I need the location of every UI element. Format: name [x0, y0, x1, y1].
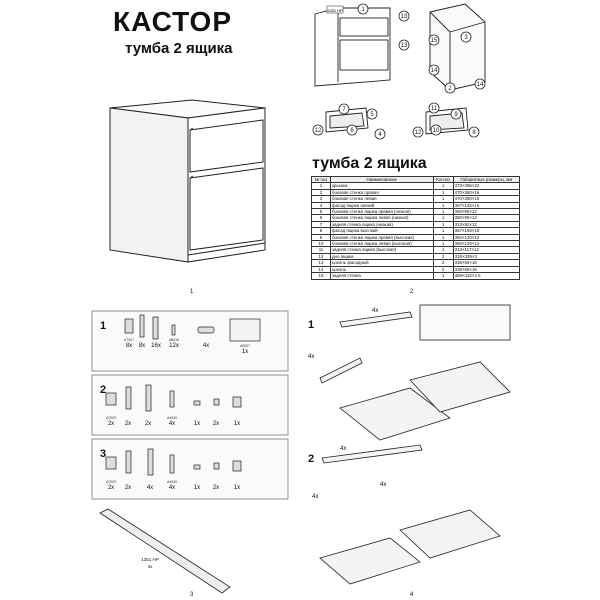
- svg-text:4x: 4x: [308, 354, 315, 360]
- table-cell: 359×432×2,5: [453, 273, 519, 279]
- rail-qty: 4x: [147, 564, 153, 569]
- table-cell: 1: [433, 234, 453, 240]
- table-cell: 7: [312, 221, 331, 227]
- callout: 3: [464, 35, 468, 41]
- table-cell: 470×380×16: [453, 196, 519, 202]
- table-cell: 1: [433, 209, 453, 215]
- table-cell: боковая стенка ящика левая (низкая): [330, 215, 433, 221]
- svg-text:4: 4: [378, 132, 382, 138]
- table-cell: 9: [312, 234, 331, 240]
- table-cell: 1: [433, 183, 453, 189]
- svg-text:9: 9: [454, 112, 458, 118]
- page-number-3: 3: [190, 592, 194, 598]
- table-cell: задняя стенка ящика (низкая): [330, 221, 433, 227]
- svg-text:A0007: A0007: [239, 344, 251, 348]
- table-cell: 350×95×12: [453, 215, 519, 221]
- callout: 13: [400, 14, 408, 20]
- svg-text:5: 5: [370, 112, 374, 118]
- svg-text:A4009: A4009: [166, 480, 178, 484]
- exploded-view-top: [300, 2, 500, 102]
- table-cell: 1: [433, 228, 453, 234]
- table-cell: 4: [312, 202, 331, 208]
- svg-text:1x: 1x: [193, 421, 201, 427]
- svg-text:A7009: A7009: [105, 480, 117, 484]
- assembly-page: [300, 300, 520, 590]
- table-cell: задняя стенка ящика (высокая): [330, 247, 433, 253]
- step-number: 3: [100, 448, 107, 460]
- svg-text:1x: 1x: [241, 349, 249, 355]
- table-cell: 470×380×16: [453, 189, 519, 195]
- column-header: Габаритные размеры, мм: [453, 177, 519, 183]
- svg-text:2x: 2x: [107, 485, 115, 491]
- svg-text:4x: 4x: [146, 485, 154, 491]
- table-cell: 367×145×16: [453, 202, 519, 208]
- svg-text:A8016: A8016: [168, 338, 180, 342]
- table-cell: 2: [312, 189, 331, 195]
- table-cell: боковая стенка ящика левая (высокая): [330, 241, 433, 247]
- callout: 14: [476, 82, 484, 88]
- table-cell: 1: [433, 241, 453, 247]
- svg-text:4x: 4x: [372, 308, 379, 314]
- step-number: 2: [100, 384, 107, 396]
- table-cell: 14: [312, 266, 331, 272]
- svg-text:1x: 1x: [233, 485, 241, 491]
- table-cell: 1: [433, 189, 453, 195]
- table-cell: задняя стенка: [330, 273, 433, 279]
- table-cell: 350×120×12: [453, 241, 519, 247]
- table-cell: 367×193×16: [453, 228, 519, 234]
- table-cell: 338×65×16: [453, 266, 519, 272]
- svg-text:1x: 1x: [233, 421, 241, 427]
- svg-text:2x: 2x: [124, 421, 132, 427]
- svg-text:16x: 16x: [151, 343, 161, 349]
- table-cell: фасад ящика низкий: [330, 202, 433, 208]
- table-cell: цоколь фасадный: [330, 260, 433, 266]
- table-cell: 1: [312, 183, 331, 189]
- table-cell: 373×396×22: [453, 183, 519, 189]
- column-header: Наименование: [330, 177, 433, 183]
- svg-text:A7009: A7009: [105, 416, 117, 420]
- svg-text:2x: 2x: [212, 421, 220, 427]
- callout: 13: [400, 43, 408, 49]
- callout: 2: [448, 86, 452, 92]
- table-cell: 318×339×3: [453, 253, 519, 259]
- svg-text:2x: 2x: [212, 485, 220, 491]
- table-cell: цоколь: [330, 266, 433, 272]
- svg-text:A4009: A4009: [166, 416, 178, 420]
- table-cell: 1: [433, 247, 453, 253]
- table-cell: 338×65×16: [453, 260, 519, 266]
- table-cell: 2: [433, 253, 453, 259]
- product-subtitle: тумба 2 ящика: [125, 40, 233, 57]
- table-cell: 11: [312, 247, 331, 253]
- table-cell: 12: [312, 253, 331, 259]
- table-cell: крышка: [330, 183, 433, 189]
- svg-text:12: 12: [414, 130, 422, 136]
- page-number-1: 1: [190, 289, 194, 295]
- product-title: КАСТОР: [113, 6, 232, 37]
- callout: 14: [430, 68, 438, 74]
- step-number: 2: [308, 453, 315, 465]
- table-cell: 5: [312, 209, 331, 215]
- hardware-page: [90, 305, 290, 595]
- table-cell: 1: [433, 202, 453, 208]
- parts-table-title: тумба 2 ящика: [312, 155, 427, 172]
- svg-text:1351 HP: 1351 HP: [327, 8, 343, 13]
- svg-text:12x: 12x: [169, 343, 179, 349]
- callout: 1: [361, 7, 365, 13]
- table-cell: 313×117×12: [453, 247, 519, 253]
- svg-text:2x: 2x: [124, 485, 132, 491]
- rail-code: 1351 HP: [141, 557, 159, 562]
- table-cell: дно ящика: [330, 253, 433, 259]
- svg-text:2x: 2x: [144, 421, 152, 427]
- svg-text:8x: 8x: [138, 343, 146, 349]
- table-cell: 8: [312, 228, 331, 234]
- chest-drawing: [100, 90, 280, 270]
- table-cell: 2: [433, 266, 453, 272]
- svg-text:2x: 2x: [107, 421, 115, 427]
- table-cell: 3: [312, 196, 331, 202]
- svg-text:12: 12: [314, 128, 322, 134]
- svg-text:4x: 4x: [340, 446, 347, 452]
- svg-text:1x: 1x: [193, 485, 201, 491]
- page-number-2: 2: [410, 289, 414, 295]
- svg-text:11: 11: [430, 106, 438, 112]
- column-header: № поз: [312, 177, 331, 183]
- callout: 15: [430, 38, 438, 44]
- svg-text:4x: 4x: [312, 494, 319, 500]
- table-cell: 313×92×12: [453, 221, 519, 227]
- svg-text:7: 7: [342, 107, 346, 113]
- table-cell: 1: [433, 221, 453, 227]
- table-cell: 10: [312, 241, 331, 247]
- drawer-exploded-views: [306, 100, 506, 150]
- svg-text:6: 6: [350, 128, 354, 134]
- column-header: Кол-во: [433, 177, 453, 183]
- parts-table: [311, 176, 520, 280]
- svg-text:4x: 4x: [202, 343, 210, 349]
- table-cell: боковая стенка ящика правая (низкая): [330, 209, 433, 215]
- svg-text:4x: 4x: [380, 482, 387, 488]
- table-row: [312, 273, 520, 279]
- svg-text:4x: 4x: [168, 485, 176, 491]
- table-cell: боковая стенка правая: [330, 189, 433, 195]
- svg-text:8: 8: [472, 130, 476, 136]
- table-cell: боковая стенка ящика правая (высокая): [330, 234, 433, 240]
- table-cell: 1: [433, 196, 453, 202]
- table-cell: боковая стенка левая: [330, 196, 433, 202]
- page-number-4: 4: [410, 592, 414, 598]
- svg-text:10: 10: [432, 128, 440, 134]
- table-cell: 6: [312, 215, 331, 221]
- table-cell: 1: [433, 273, 453, 279]
- table-cell: 350×120×12: [453, 234, 519, 240]
- table-cell: 15: [312, 273, 331, 279]
- step-number: 1: [100, 320, 107, 332]
- svg-text:4x: 4x: [168, 421, 176, 427]
- svg-text:A7007: A7007: [123, 338, 135, 342]
- table-cell: 350×95×12: [453, 209, 519, 215]
- step-number: 1: [308, 319, 315, 331]
- table-cell: 13: [312, 260, 331, 266]
- table-cell: 2: [433, 260, 453, 266]
- svg-text:8x: 8x: [125, 343, 133, 349]
- table-cell: фасад ящика высокий: [330, 228, 433, 234]
- table-cell: 1: [433, 215, 453, 221]
